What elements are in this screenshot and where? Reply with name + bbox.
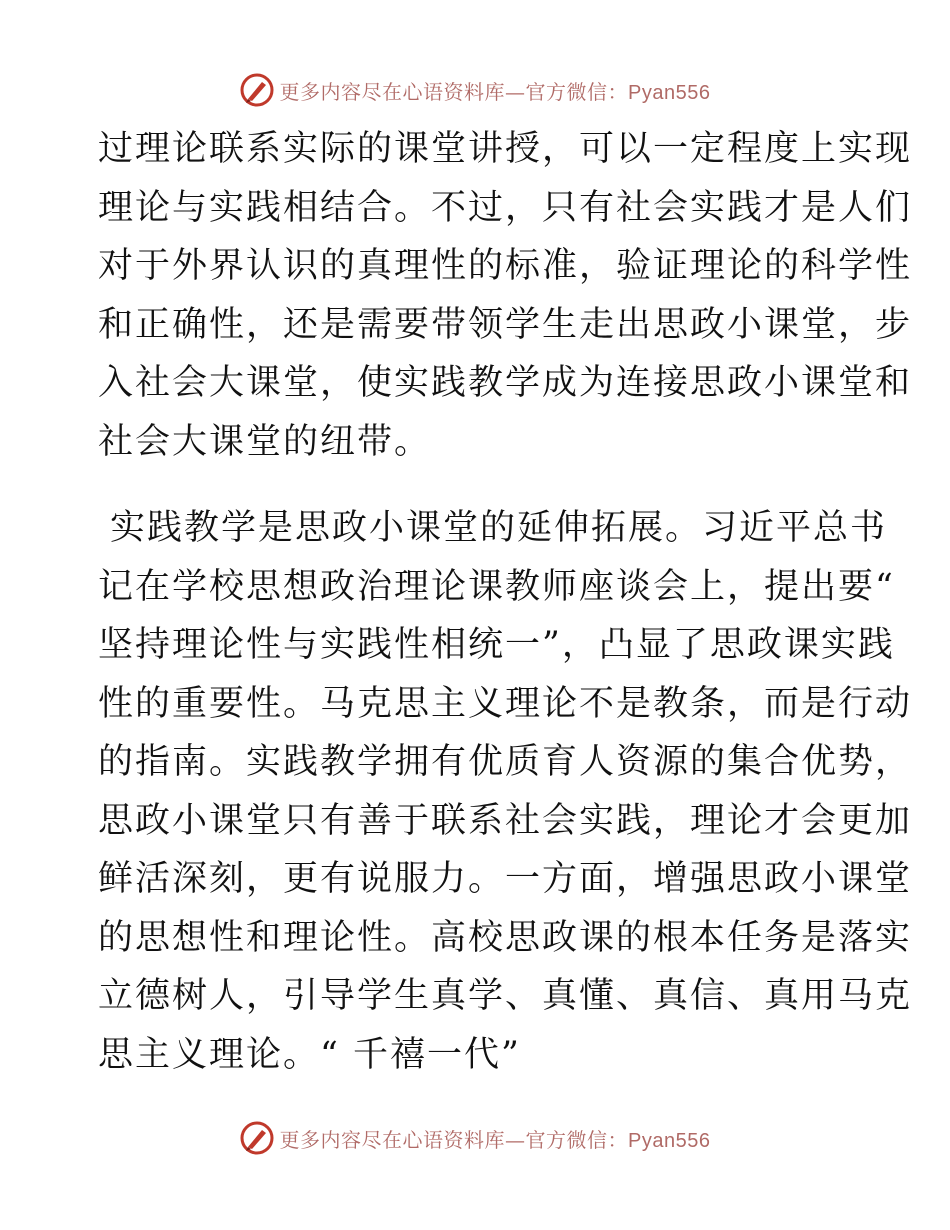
text-line: 思主义理论。“ 千禧一代” bbox=[98, 1034, 521, 1075]
text-line: 坚持理论性与实践性相统一”，凸显了思政课实践 bbox=[98, 625, 895, 665]
text-line: 性的重要性。马克思主义理论不是教条，而是行动 bbox=[98, 683, 913, 724]
watermark-text: 更多内容尽在心语资料库—官方微信：Pyan556 bbox=[279, 1127, 711, 1152]
paragraph-1 bbox=[98, 120, 913, 471]
text-line: 立德树人，引导学生真学、真懂、真信、真用马克 bbox=[98, 976, 913, 1016]
paragraph-2 bbox=[98, 499, 913, 1084]
text-line: 过理论联系实际的课堂讲授，可以一定程度上实现 bbox=[98, 129, 913, 169]
header-watermark bbox=[0, 70, 950, 110]
text-line: 理论与实践相结合。不过，只有社会实践才是人们 bbox=[98, 187, 913, 228]
document-body bbox=[98, 120, 913, 1084]
text-line: 社会大课堂的纽带。 bbox=[98, 421, 432, 462]
pen-logo-icon bbox=[240, 1121, 274, 1155]
footer-watermark bbox=[0, 1118, 950, 1158]
watermark-text: 更多内容尽在心语资料库—官方微信：Pyan556 bbox=[279, 79, 711, 104]
pen-logo-icon bbox=[240, 73, 274, 107]
text-line: 思政小课堂只有善于联系社会实践，理论才会更加 bbox=[98, 800, 913, 841]
text-line: 的思想性和理论性。高校思政课的根本任务是落实 bbox=[98, 917, 913, 958]
text-line: 入社会大课堂，使实践教学成为连接思政小课堂和 bbox=[98, 363, 913, 403]
text-line: 实践教学是思政小课堂的延伸拓展。习近平总书 bbox=[110, 508, 888, 548]
text-line: 和正确性，还是需要带领学生走出思政小课堂，步 bbox=[98, 304, 913, 345]
text-line: 鲜活深刻，更有说服力。一方面，增强思政小课堂 bbox=[98, 859, 913, 899]
text-line: 记在学校思想政治理论课教师座谈会上，提出要“ bbox=[98, 566, 895, 607]
text-line: 对于外界认识的真理性的标准，验证理论的科学性 bbox=[98, 246, 913, 286]
text-line: 的指南。实践教学拥有优质育人资源的集合优势， bbox=[98, 742, 913, 782]
